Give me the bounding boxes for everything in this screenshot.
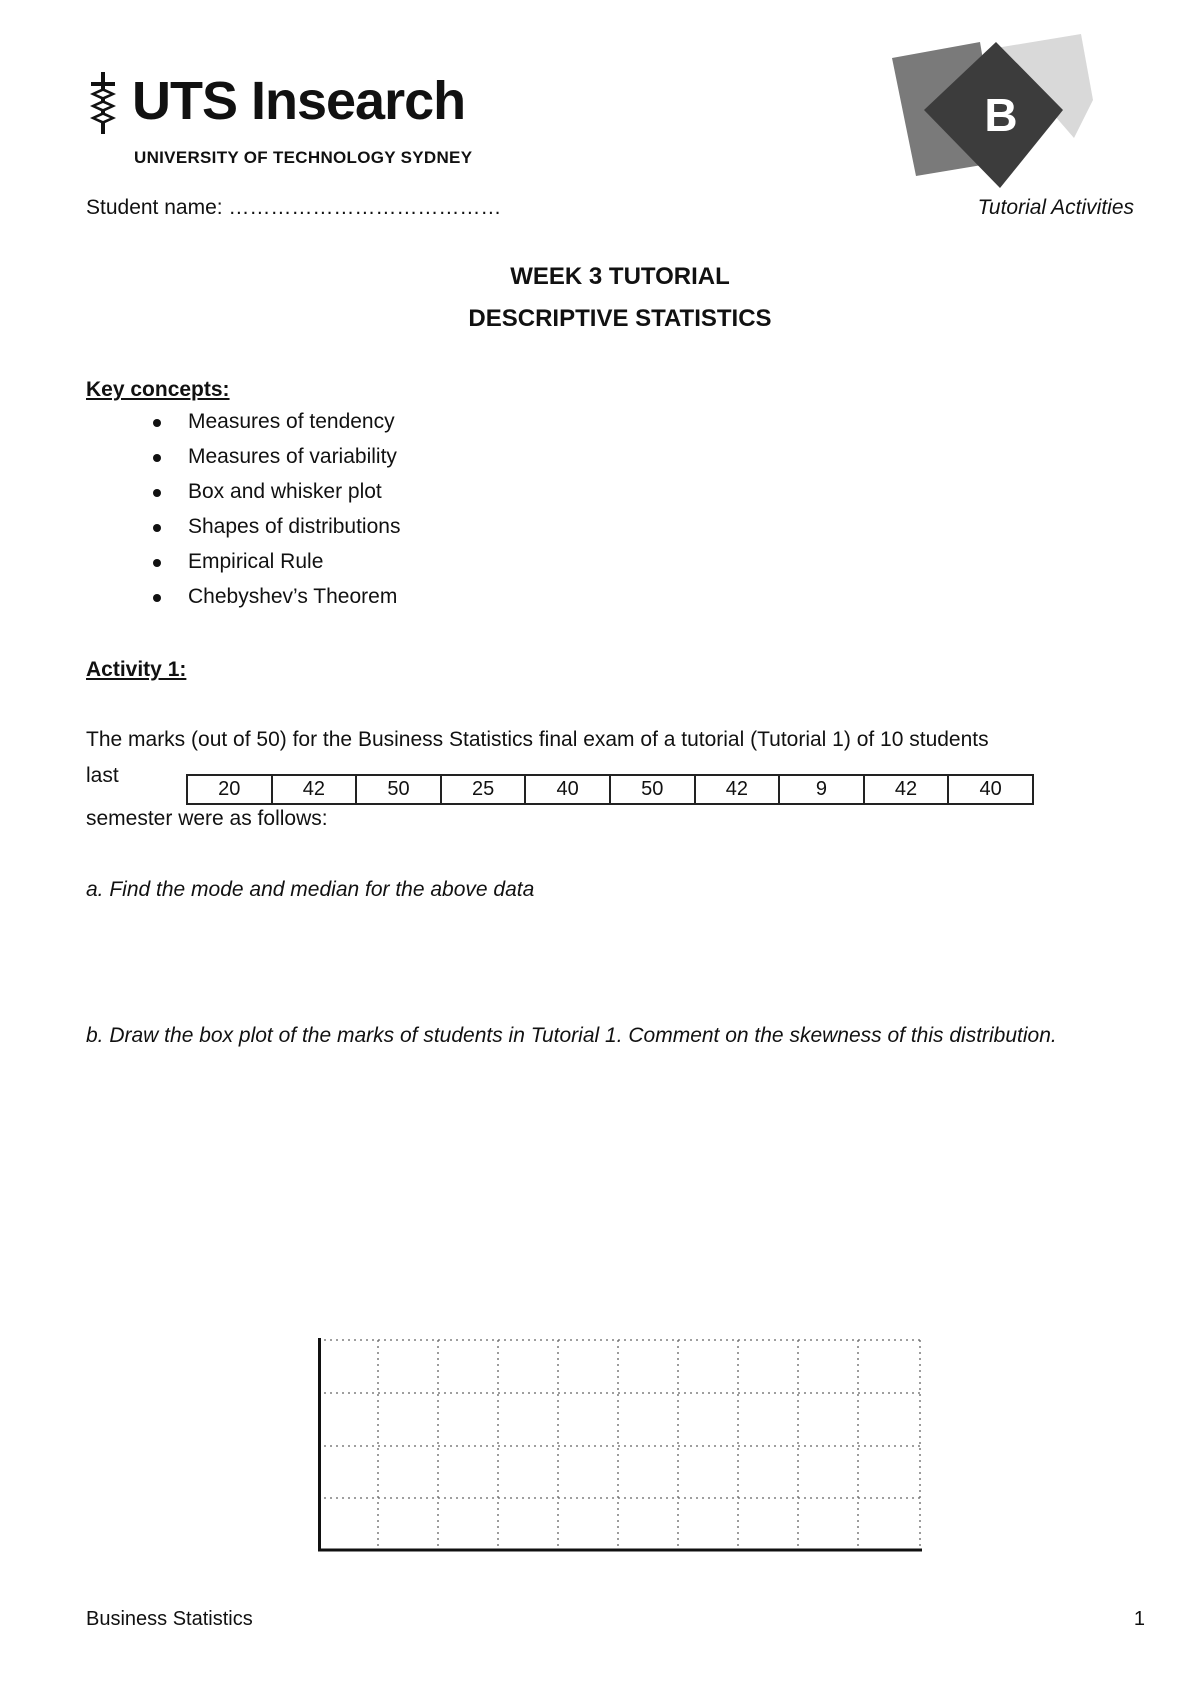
student-name-field: Student name: ………………………………… — [86, 196, 502, 219]
activity-intro-last: last — [86, 764, 119, 787]
list-item: Chebyshev’s Theorem — [150, 585, 400, 620]
page-number: 1 — [1133, 1608, 1145, 1630]
marks-table — [186, 774, 1034, 805]
key-concepts-heading: Key concepts: — [86, 378, 230, 401]
list-item: Measures of tendency — [150, 410, 400, 445]
logo-wordmark: UTS Insearch — [132, 71, 466, 131]
badge-letter: B — [984, 89, 1018, 141]
key-concepts-list — [150, 410, 400, 620]
category-label: Tutorial Activities — [977, 196, 1134, 219]
table-cell: 25 — [441, 775, 526, 804]
list-item: Shapes of distributions — [150, 515, 400, 550]
table-cell: 50 — [356, 775, 441, 804]
table-cell: 9 — [779, 775, 864, 804]
table-cell: 42 — [864, 775, 949, 804]
boxplot-grid — [318, 1338, 924, 1552]
section-badge — [888, 30, 1113, 195]
logo-subtitle: UNIVERSITY OF TECHNOLOGY SYDNEY — [134, 148, 473, 167]
page-title: WEEK 3 TUTORIAL — [510, 263, 730, 290]
page-subtitle: DESCRIPTIVE STATISTICS — [468, 305, 772, 332]
table-cell: 40 — [525, 775, 610, 804]
table-cell: 42 — [695, 775, 780, 804]
table-cell: 42 — [272, 775, 357, 804]
list-item: Box and whisker plot — [150, 480, 400, 515]
table-cell: 50 — [610, 775, 695, 804]
uts-logo-icon — [88, 72, 118, 134]
table-cell: 40 — [948, 775, 1033, 804]
question-a: a. Find the mode and median for the above data — [86, 878, 535, 901]
table-cell: 20 — [187, 775, 272, 804]
activity-intro-text: The marks (out of 50) for the Business Statistics final exam of a tutorial (Tutorial 1) of 10 students — [86, 728, 989, 751]
activity-intro-continued: semester were as follows: — [86, 807, 328, 830]
list-item: Empirical Rule — [150, 550, 400, 585]
question-b: b. Draw the box plot of the marks of students in Tutorial 1. Comment on the skewness of this distribution. — [86, 1024, 1057, 1047]
footer-course: Business Statistics — [86, 1608, 253, 1630]
table-row — [187, 775, 1033, 804]
activity-heading: Activity 1: — [86, 658, 187, 681]
list-item: Measures of variability — [150, 445, 400, 480]
